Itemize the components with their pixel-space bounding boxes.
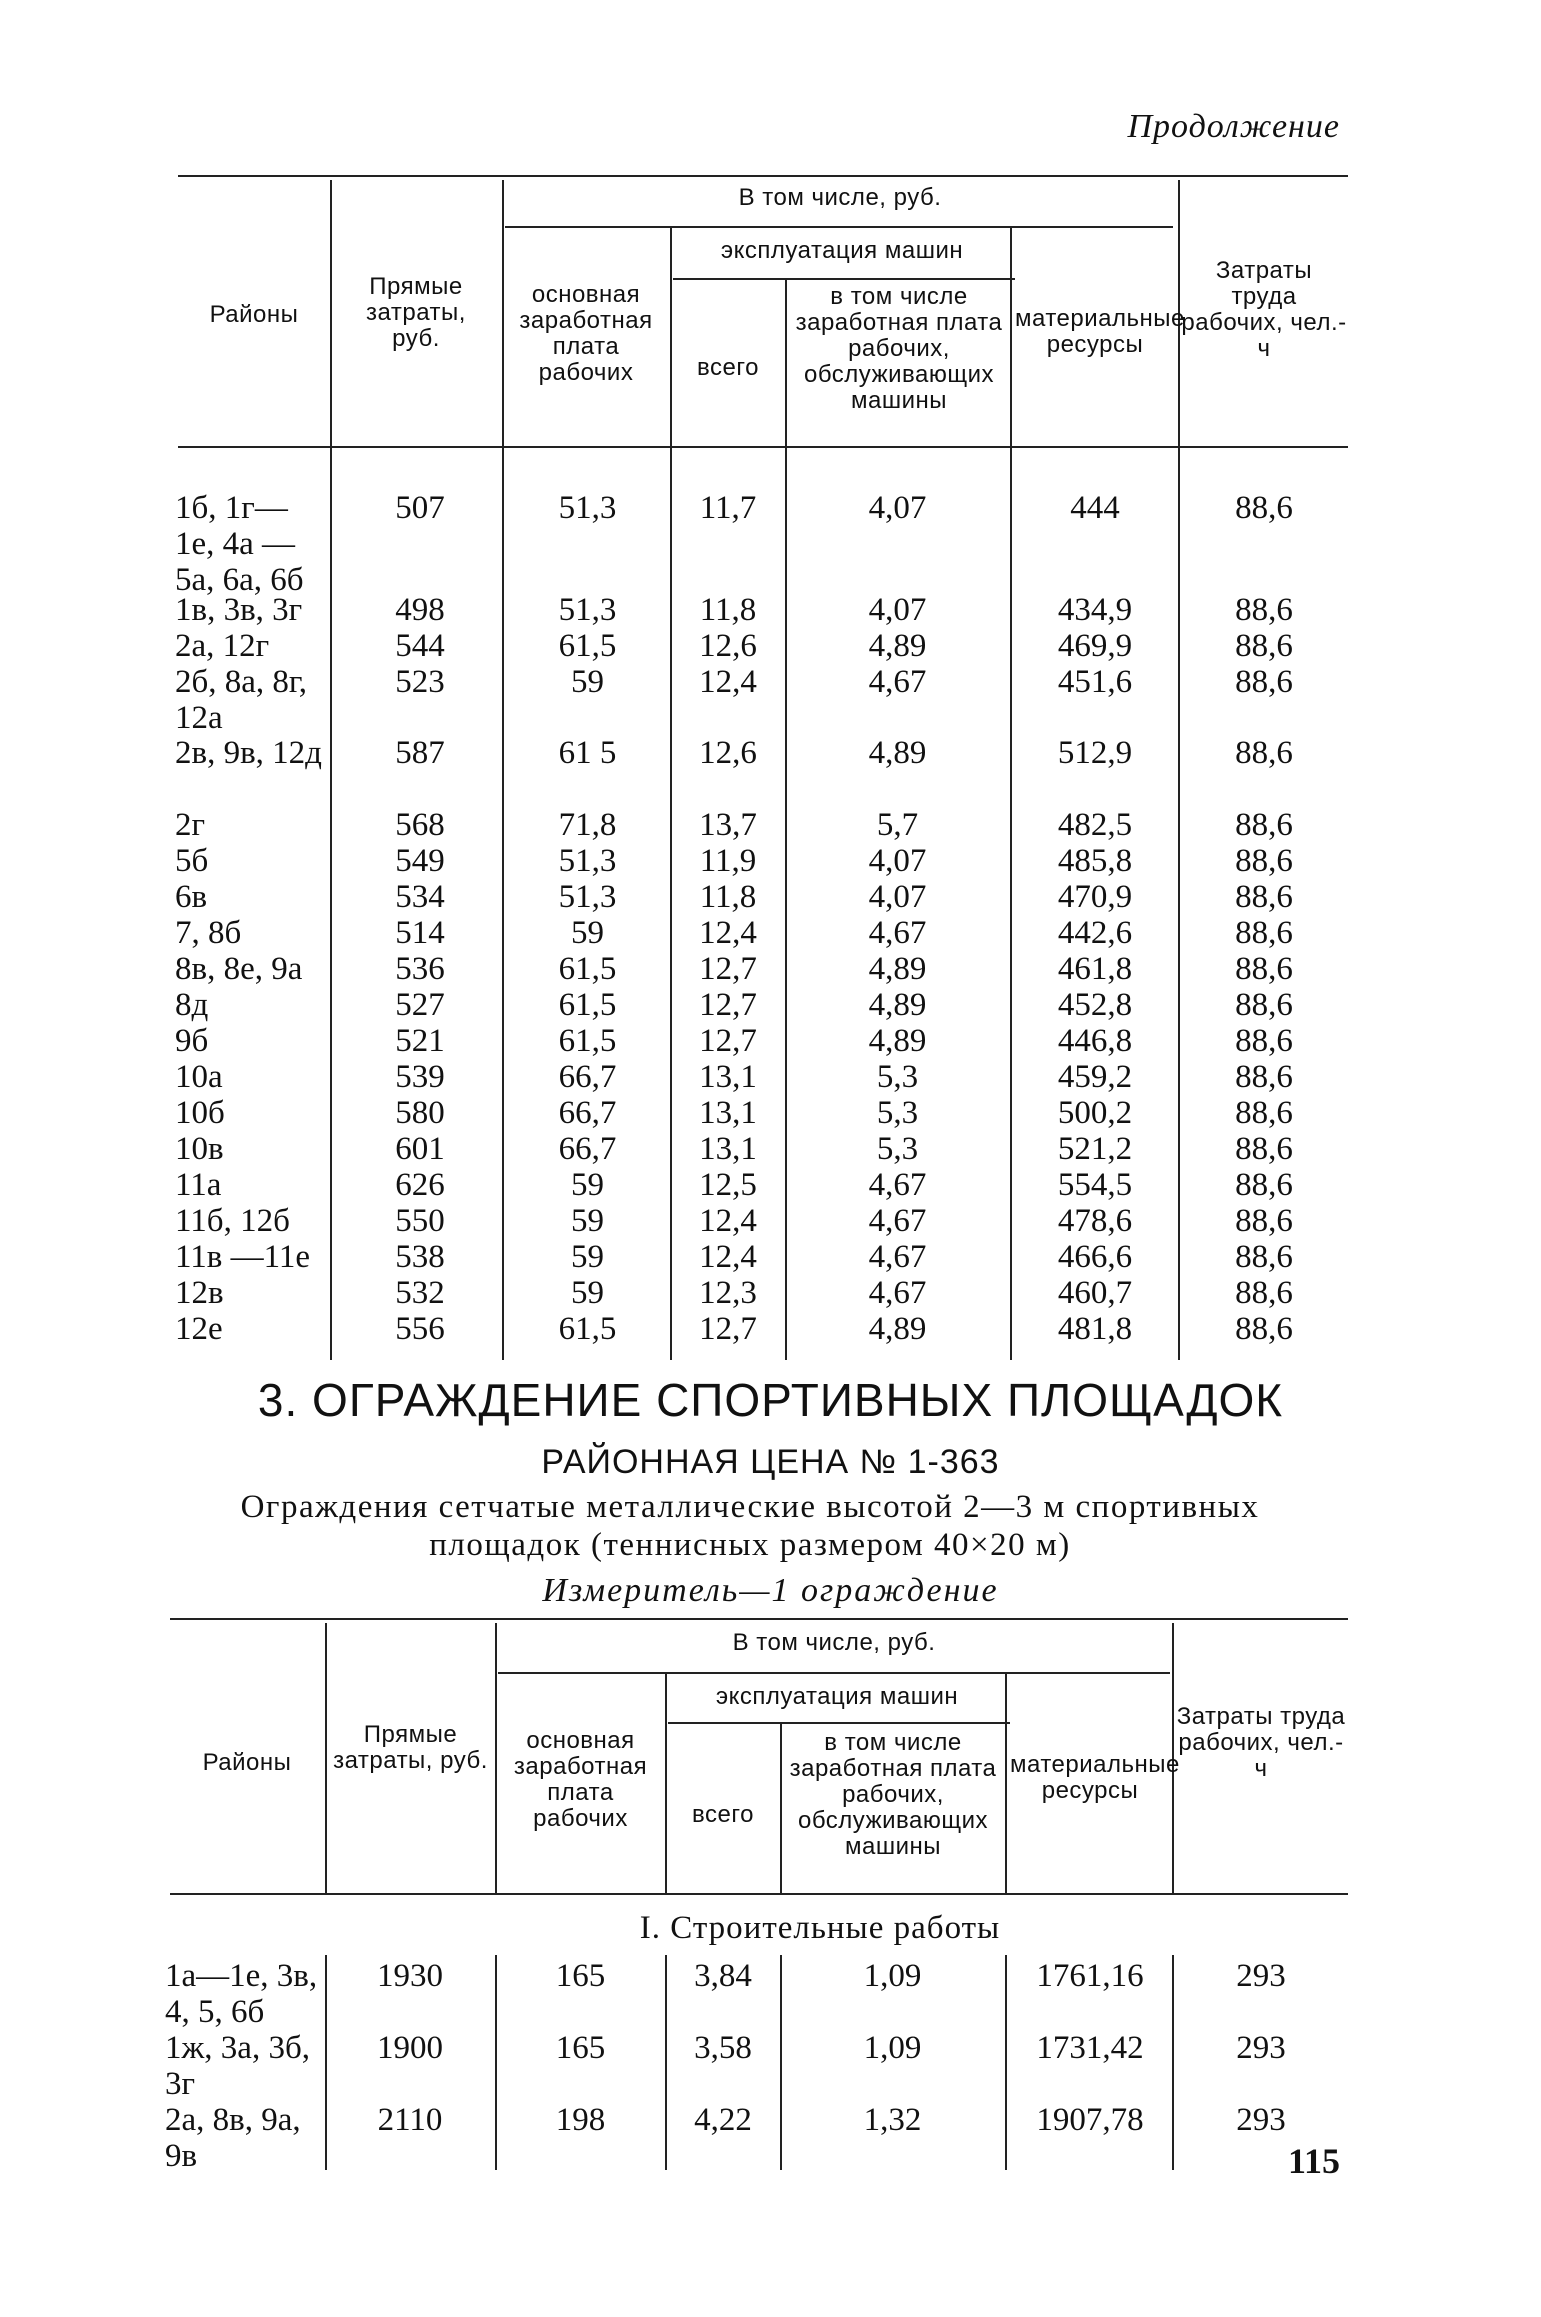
table-1-row-8-mach-total: 11,8 (699, 879, 757, 915)
description-line-1: Ограждения сетчатые металлические высотой 2—3 м спортивных (240, 1489, 1260, 1525)
table-1-row-4-mach-total: 12,4 (699, 664, 757, 700)
table-1-row-6-labor: 88,6 (1235, 807, 1293, 843)
table-1-row-20-mach-total: 12,7 (699, 1311, 757, 1347)
section-title: 3. ОГРАЖДЕНИЕ СПОРТИВНЫХ ПЛОЩАДОК (257, 1374, 1284, 1426)
table-1-row-11-region: 8д (175, 987, 209, 1023)
table-1-row-14-direct: 580 (395, 1095, 445, 1131)
header-machine-total-2: всего (692, 1801, 754, 1828)
table-1-row-7-direct: 549 (395, 843, 445, 879)
subsection-title: I. Строительные работы (639, 1910, 1001, 1946)
table-2-machines-rule (668, 1722, 1010, 1724)
table-1-row-10-direct: 536 (395, 951, 445, 987)
table-1-row-4-labor: 88,6 (1235, 664, 1293, 700)
table-1-row-7-labor: 88,6 (1235, 843, 1293, 879)
table-1-row-2-mach-total: 11,8 (699, 592, 757, 628)
table-1-row-18-labor: 88,6 (1235, 1239, 1293, 1275)
table-2-body-vrule-6 (1172, 1955, 1174, 2170)
table-1-row-12-mach-wage: 4,89 (868, 1023, 927, 1059)
table-1-row-3-direct: 544 (395, 628, 445, 664)
table-2-row-2-mach-wage: 1,09 (863, 2030, 922, 2066)
header-basic-wage-2: основная заработная плата рабочих (513, 1727, 648, 1832)
table-1-row-16-direct: 626 (395, 1167, 445, 1203)
header-basic-wage: основная заработная плата рабочих (519, 281, 653, 386)
table-1-row-19-wage: 59 (571, 1275, 604, 1311)
table-1-row-6-direct: 568 (395, 807, 445, 843)
table-1-row-20-wage: 61,5 (558, 1311, 617, 1347)
table-1-vrule-2 (502, 180, 504, 1360)
table-2-row-2-mach-total: 3,58 (694, 2030, 752, 2066)
table-1-row-12-region: 9б (175, 1023, 209, 1059)
table-1-row-13-direct: 539 (395, 1059, 445, 1095)
table-1-row-5-materials: 512,9 (1057, 735, 1133, 771)
table-1-row-7-mach-wage: 4,07 (868, 843, 927, 879)
table-1-row-13-wage: 66,7 (558, 1059, 617, 1095)
table-1-row-20-labor: 88,6 (1235, 1311, 1293, 1347)
table-2-row-3-direct: 2110 (377, 2102, 443, 2138)
table-1-row-10-region: 8в, 8е, 9а (175, 951, 303, 987)
table-1-row-16-labor: 88,6 (1235, 1167, 1293, 1203)
table-2-row-1-materials: 1761,16 (1036, 1958, 1144, 1994)
table-1-row-17-mach-total: 12,4 (699, 1203, 757, 1239)
table-1-row-15-mach-total: 13,1 (699, 1131, 757, 1167)
table-2-header-rule (170, 1893, 1348, 1895)
table-1-row-1-region: 1б, 1г— 1е, 4а — 5а, 6а, 6б (175, 490, 304, 598)
table-1-row-19-mach-total: 12,3 (699, 1275, 757, 1311)
table-2-row-2-materials: 1731,42 (1036, 2030, 1144, 2066)
table-1-row-16-mach-wage: 4,67 (868, 1167, 927, 1203)
table-1-row-1-labor: 88,6 (1235, 490, 1293, 526)
table-1-including-rule (505, 226, 1173, 228)
table-1-row-19-mach-wage: 4,67 (868, 1275, 927, 1311)
table-2-body-vrule-3 (665, 1955, 667, 2170)
table-1-row-9-region: 7, 8б (175, 915, 242, 951)
table-2-row-3-region: 2а, 8в, 9а, 9в (165, 2102, 301, 2174)
table-1-row-16-materials: 554,5 (1057, 1167, 1133, 1203)
table-1-row-10-mach-wage: 4,89 (868, 951, 927, 987)
header-machine-wage: в том числе заработная плата рабочих, обслуживающих машины (795, 283, 1003, 414)
header-region-2: Районы (202, 1749, 292, 1776)
table-2-including-rule (498, 1672, 1170, 1674)
table-2-row-3-mach-total: 4,22 (694, 2102, 752, 2138)
table-2-row-1-labor: 293 (1236, 1958, 1286, 1994)
table-1-row-2-materials: 434,9 (1057, 592, 1133, 628)
table-1-row-9-labor: 88,6 (1235, 915, 1293, 951)
table-1-row-15-materials: 521,2 (1057, 1131, 1133, 1167)
table-1-row-20-materials: 481,8 (1057, 1311, 1133, 1347)
table-1-row-16-mach-total: 12,5 (699, 1167, 757, 1203)
table-1-row-15-wage: 66,7 (558, 1131, 617, 1167)
table-1-row-19-labor: 88,6 (1235, 1275, 1293, 1311)
table-1-row-5-wage: 61 5 (558, 735, 617, 771)
table-1-row-18-materials: 466,6 (1057, 1239, 1133, 1275)
table-1-row-3-region: 2а, 12г (175, 628, 270, 664)
table-1-row-7-wage: 51,3 (558, 843, 617, 879)
table-1-row-9-mach-wage: 4,67 (868, 915, 927, 951)
page-number: 115 (1287, 2141, 1340, 2181)
table-1-row-3-mach-wage: 4,89 (868, 628, 927, 664)
table-2-row-2-wage: 165 (555, 2030, 606, 2066)
table-1-row-18-mach-wage: 4,67 (868, 1239, 927, 1275)
table-1-row-3-wage: 61,5 (558, 628, 617, 664)
table-1-row-10-labor: 88,6 (1235, 951, 1293, 987)
table-1-row-10-materials: 461,8 (1057, 951, 1133, 987)
table-2-row-1-mach-total: 3,84 (694, 1958, 752, 1994)
table-1-row-5-labor: 88,6 (1235, 735, 1293, 771)
table-1-row-15-labor: 88,6 (1235, 1131, 1293, 1167)
table-1-row-4-region: 2б, 8а, 8г, 12а (175, 664, 307, 736)
table-1-row-8-region: 6в (175, 879, 208, 915)
measure-unit: Измеритель—1 ограждение (542, 1572, 999, 1609)
table-1-row-2-labor: 88,6 (1235, 592, 1293, 628)
table-1-row-12-mach-total: 12,7 (699, 1023, 757, 1059)
table-1-header-rule (178, 446, 1348, 448)
table-1-row-17-wage: 59 (571, 1203, 604, 1239)
table-2-row-3-materials: 1907,78 (1036, 2102, 1144, 2138)
table-1-row-15-mach-wage: 5,3 (876, 1131, 919, 1167)
table-1-row-17-mach-wage: 4,67 (868, 1203, 927, 1239)
table-1-row-12-labor: 88,6 (1235, 1023, 1293, 1059)
table-2-body-vrule-2 (495, 1955, 497, 2170)
table-1-row-1-mach-total: 11,7 (699, 490, 757, 526)
table-1-row-2-region: 1в, 3в, 3г (175, 592, 303, 628)
table-1-row-3-mach-total: 12,6 (699, 628, 757, 664)
table-2-row-1-direct: 1930 (377, 1958, 443, 1994)
table-1-row-14-materials: 500,2 (1057, 1095, 1133, 1131)
table-1-row-8-wage: 51,3 (558, 879, 617, 915)
table-1-row-13-materials: 459,2 (1057, 1059, 1133, 1095)
table-1-row-17-region: 11б, 12б (175, 1203, 290, 1239)
table-1-row-18-region: 11в —11е (175, 1239, 311, 1275)
table-1-row-1-wage: 51,3 (558, 490, 617, 526)
table-2-top-rule (170, 1618, 1348, 1620)
table-1-row-5-mach-wage: 4,89 (868, 735, 927, 771)
continued-label: Продолжение (1127, 108, 1340, 145)
table-1-row-15-direct: 601 (395, 1131, 445, 1167)
table-1-row-20-direct: 556 (395, 1311, 445, 1347)
description-line-2: площадок (теннисных размером 40×20 м) (429, 1527, 1071, 1563)
header-labor: Затраты труда рабочих, чел.-ч (1181, 257, 1347, 362)
header-machine-wage-2: в том числе заработная плата рабочих, обслуживающих машины (789, 1729, 997, 1860)
table-1-row-19-materials: 460,7 (1057, 1275, 1133, 1311)
table-1-row-18-direct: 538 (395, 1239, 445, 1275)
header-including-2: В том числе, руб. (732, 1629, 936, 1656)
table-1-top-rule (178, 175, 1348, 177)
table-1-row-13-labor: 88,6 (1235, 1059, 1293, 1095)
table-1-row-9-materials: 442,6 (1057, 915, 1133, 951)
header-machine-operation-2: эксплуатация машин (715, 1683, 959, 1710)
table-1-row-11-direct: 527 (395, 987, 445, 1023)
table-1-row-11-mach-total: 12,7 (699, 987, 757, 1023)
table-1-row-13-mach-total: 13,1 (699, 1059, 757, 1095)
table-2-row-1-mach-wage: 1,09 (863, 1958, 922, 1994)
table-1-row-9-mach-total: 12,4 (699, 915, 757, 951)
table-2-row-2-direct: 1900 (377, 2030, 443, 2066)
table-1-row-14-labor: 88,6 (1235, 1095, 1293, 1131)
table-2-row-3-labor: 293 (1236, 2102, 1286, 2138)
header-direct-costs: Прямые затраты, руб. (366, 273, 466, 352)
table-1-row-18-wage: 59 (571, 1239, 604, 1275)
header-including: В том числе, руб. (738, 184, 942, 211)
table-1-row-9-wage: 59 (571, 915, 604, 951)
table-1-row-10-wage: 61,5 (558, 951, 617, 987)
table-1-row-3-materials: 469,9 (1057, 628, 1133, 664)
table-1-row-14-wage: 66,7 (558, 1095, 617, 1131)
table-2-vrule-1 (325, 1623, 327, 1893)
table-1-row-7-materials: 485,8 (1057, 843, 1133, 879)
table-2-row-2-region: 1ж, 3а, 3б, 3г (165, 2030, 310, 2102)
table-1-row-12-materials: 446,8 (1057, 1023, 1133, 1059)
table-1-row-3-labor: 88,6 (1235, 628, 1293, 664)
header-materials-2: материальные ресурсы (1010, 1751, 1180, 1804)
table-1-row-17-labor: 88,6 (1235, 1203, 1293, 1239)
table-2-row-3-mach-wage: 1,32 (863, 2102, 922, 2138)
table-1-row-7-region: 5б (175, 843, 209, 879)
table-1-row-18-mach-total: 12,4 (699, 1239, 757, 1275)
table-1-row-20-region: 12е (175, 1311, 223, 1347)
table-1-row-16-wage: 59 (571, 1167, 604, 1203)
table-1-row-7-mach-total: 11,9 (699, 843, 757, 879)
table-1-row-11-mach-wage: 4,89 (868, 987, 927, 1023)
table-2-row-3-wage: 198 (555, 2102, 606, 2138)
table-1-row-10-mach-total: 12,7 (699, 951, 757, 987)
table-1-row-14-region: 10б (175, 1095, 225, 1131)
header-direct-costs-2: Прямые затраты, руб. (333, 1721, 488, 1774)
table-1-row-12-wage: 61,5 (558, 1023, 617, 1059)
table-1-row-9-direct: 514 (395, 915, 445, 951)
table-1-row-15-region: 10в (175, 1131, 224, 1167)
table-1-row-5-region: 2в, 9в, 12д (175, 735, 322, 771)
table-1-row-8-mach-wage: 4,07 (868, 879, 927, 915)
table-1-row-20-mach-wage: 4,89 (868, 1311, 927, 1347)
table-2-body-vrule-4 (780, 1955, 782, 2170)
table-1-row-4-mach-wage: 4,67 (868, 664, 927, 700)
table-1-row-8-materials: 470,9 (1057, 879, 1133, 915)
table-1-row-19-direct: 532 (395, 1275, 445, 1311)
table-1-row-14-mach-total: 13,1 (699, 1095, 757, 1131)
table-1-row-12-direct: 521 (395, 1023, 445, 1059)
table-1-row-13-mach-wage: 5,3 (876, 1059, 919, 1095)
table-1-row-14-mach-wage: 5,3 (876, 1095, 919, 1131)
table-1-row-17-direct: 550 (395, 1203, 445, 1239)
table-1-row-2-direct: 498 (395, 592, 445, 628)
table-1-row-16-region: 11а (175, 1167, 222, 1203)
table-2-body-vrule-5 (1005, 1955, 1007, 2170)
table-1-row-1-direct: 507 (395, 490, 445, 526)
table-1-row-1-mach-wage: 4,07 (868, 490, 927, 526)
table-1-row-2-mach-wage: 4,07 (868, 592, 927, 628)
table-1-row-4-wage: 59 (571, 664, 604, 700)
table-1-row-11-materials: 452,8 (1057, 987, 1133, 1023)
table-1-row-6-mach-total: 13,7 (699, 807, 757, 843)
table-2-row-2-labor: 293 (1236, 2030, 1286, 2066)
table-2-vrule-4 (780, 1724, 782, 1893)
table-1-row-6-wage: 71,8 (558, 807, 617, 843)
table-1-row-2-wage: 51,3 (558, 592, 617, 628)
table-1-machines-rule (673, 278, 1015, 280)
table-1-row-11-wage: 61,5 (558, 987, 617, 1023)
header-labor-2: Затраты труда рабочих, чел.-ч (1176, 1703, 1346, 1782)
table-1-row-19-region: 12в (175, 1275, 224, 1311)
table-1-row-17-materials: 478,6 (1057, 1203, 1133, 1239)
table-1-row-8-direct: 534 (395, 879, 445, 915)
header-materials: материальные ресурсы (1015, 305, 1185, 358)
table-2-row-1-wage: 165 (555, 1958, 606, 1994)
table-1-row-11-labor: 88,6 (1235, 987, 1293, 1023)
header-region: Районы (209, 301, 299, 328)
table-1-row-6-materials: 482,5 (1057, 807, 1133, 843)
table-1-row-5-mach-total: 12,6 (699, 735, 757, 771)
header-machine-total: всего (697, 354, 759, 381)
table-1-row-4-direct: 523 (395, 664, 445, 700)
price-title: РАЙОННАЯ ЦЕНА № 1-363 (541, 1443, 1000, 1481)
table-1-row-5-direct: 587 (395, 735, 445, 771)
table-2-body-vrule-1 (325, 1955, 327, 2170)
table-2-row-1-region: 1а—1е, 3в, 4, 5, 6б (165, 1958, 318, 2030)
header-machine-operation: эксплуатация машин (720, 237, 964, 264)
table-1-row-4-materials: 451,6 (1057, 664, 1133, 700)
table-2-vrule-2 (495, 1623, 497, 1893)
table-1-row-1-materials: 444 (1070, 490, 1120, 526)
table-1-row-8-labor: 88,6 (1235, 879, 1293, 915)
table-1-row-6-mach-wage: 5,7 (876, 807, 919, 843)
table-1-row-13-region: 10а (175, 1059, 223, 1095)
table-1-row-6-region: 2г (175, 807, 206, 843)
